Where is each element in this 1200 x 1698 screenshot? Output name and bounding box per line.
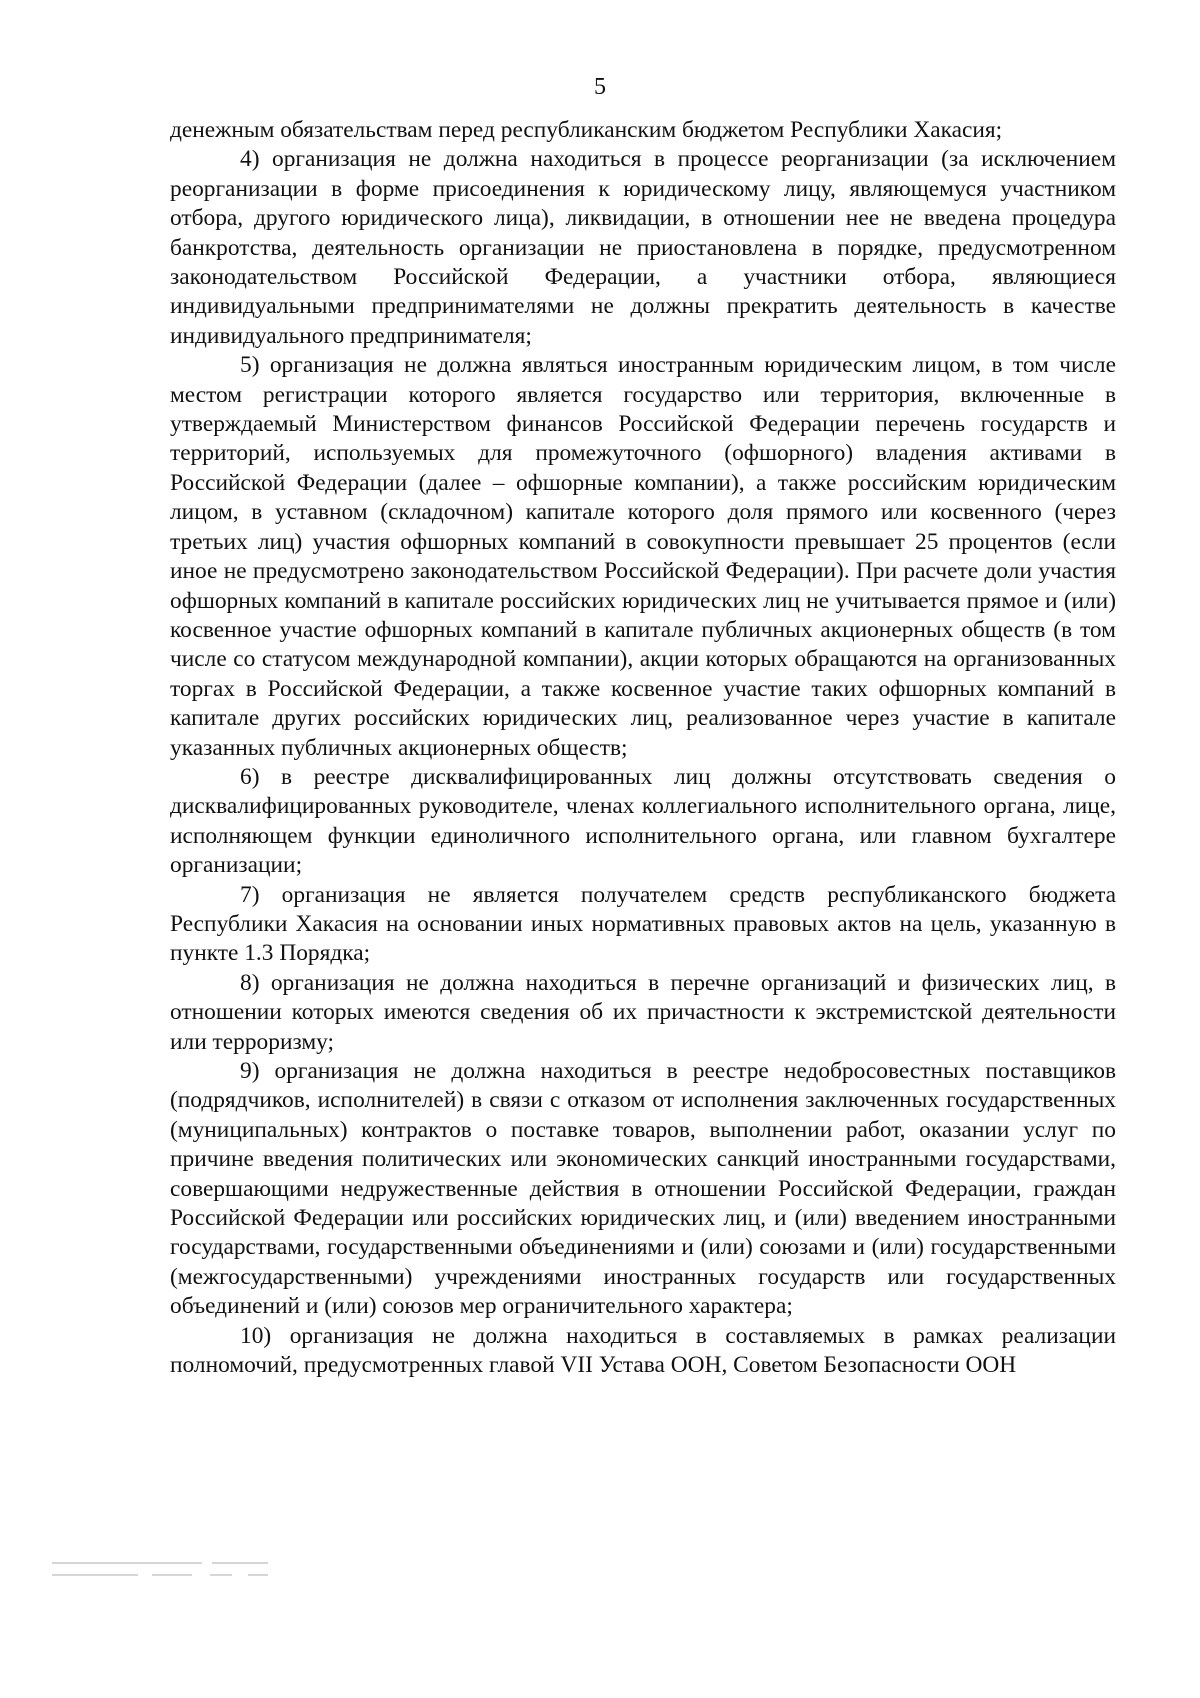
- scan-artifact: [52, 1560, 272, 1586]
- paragraph-item-4: 4) организация не должна находиться в процессе реорганизации (за исключением реорганизации в форме присоединения к юридическому лицу, являющемуся участником отбора, другого юридического лица), ликвидации, в отношении нее не введена процедура банкротства, деятельность организации не приостановлена в порядке, предусмотренном законодательством Российской Федерации, а участники отбора, являющиеся индивидуальными предпринимателями не должны прекратить деятельность в качестве индивидуального предпринимателя;: [170, 146, 1116, 349]
- page-number: 5: [594, 74, 606, 100]
- paragraph-continuation: денежным обязательствам перед республиканским бюджетом Республики Хакасия;: [170, 117, 1003, 143]
- paragraph-item-7: 7) организация не является получателем средств республиканского бюджета Республики Хакасия на основании иных нормативных правовых актов на цель, указанную в пункте 1.3 Порядка;: [170, 881, 1116, 967]
- paragraph-item-6: 6) в реестре дисквалифицированных лиц должны отсутствовать сведения о дисквалифицированных руководителе, членах коллегиального исполнительного органа, лице, исполняющем функции единоличного исполнительного органа, или главном бухгалтере организации;: [170, 763, 1116, 879]
- paragraph-item-10: 10) организация не должна находиться в составляемых в рамках реализации полномочий, предусмотренных главой VII Устава ООН, Советом Безопасности ООН: [170, 1322, 1116, 1379]
- paragraph-item-9: 9) организация не должна находиться в реестре недобросовестных поставщиков (подрядчиков, исполнителей) в связи с отказом от исполнения заключенных государственных (муниципальных) контрактов о поставке товаров, выполнении работ, оказании услуг по причине введения политических или экономических санкций иностранными государствами, совершающими недружественные действия в отношении Российской Федерации, граждан Российской Федерации или российских юридических лиц, и (или) введением иностранными государствами, государственными объединениями и (или) союзами и (или) государственными (межгосударственными) учреждениями иностранных государств или государственных объединений и (или) союзов мер ограничительного характера;: [170, 1058, 1116, 1320]
- document-body: [170, 116, 1116, 1380]
- paragraph-item-5: 5) организация не должна являться иностранным юридическим лицом, в том числе местом регистрации которого является государство или территория, включенные в утверждаемый Министерством финансов Российской Федерации перечень государств и территорий, используемых для промежуточного (офшорного) владения активами в Российской Федерации (далее – офшорные компании), а также российским юридическим лицом, в уставном (складочном) капитале которого доля прямого или косвенного (через третьих лиц) участия офшорных компаний в совокупности превышает 25 процентов (если иное не предусмотрено законодательством Российской Федерации). При расчете доли участия офшорных компаний в капитале российских юридических лиц не учитывается прямое и (или) косвенное участие офшорных компаний в капитале публичных акционерных обществ (в том числе со статусом международной компании), акции которых обращаются на организованных торгах в Российской Федерации, а также косвенное участие таких офшорных компаний в капитале других российских юридических лиц, реализованное через участие в капитале указанных публичных акционерных обществ;: [170, 352, 1116, 761]
- paragraph-item-8: 8) организация не должна находиться в перечне организаций и физических лиц, в отношении которых имеются сведения об их причастности к экстремистской деятельности или терроризму;: [170, 969, 1116, 1055]
